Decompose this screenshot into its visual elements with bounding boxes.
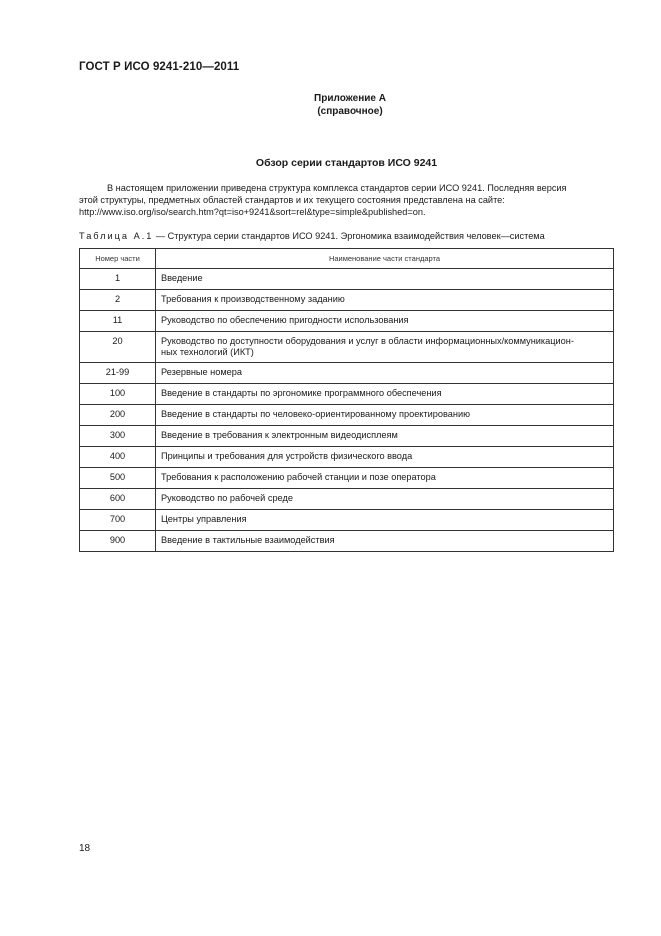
part-number: 500 <box>80 468 156 489</box>
standards-table <box>79 248 614 552</box>
part-number: 20 <box>80 332 156 363</box>
intro-url: http://www.iso.org/iso/search.htm?qt=iso+9241&sort=rel&type=simple&published=on. <box>79 207 426 217</box>
table-row <box>80 489 614 510</box>
table-row <box>80 269 614 290</box>
table-caption-text: — Структура серии стандартов ИСО 9241. Эргономика взаимодействия человек—система <box>153 231 545 241</box>
page-number: 18 <box>79 843 91 854</box>
table-row <box>80 332 614 363</box>
table-row <box>80 426 614 447</box>
part-name <box>156 332 614 363</box>
table-row <box>80 405 614 426</box>
table-caption <box>79 231 545 241</box>
table-row <box>80 384 614 405</box>
part-name: Требования к расположению рабочей станции и позе оператора <box>156 468 614 489</box>
table-row <box>80 447 614 468</box>
intro-line-1: В настоящем приложении приведена структура комплекса стандартов серии ИСО 9241. Последняя версия <box>107 183 567 193</box>
part-number: 100 <box>80 384 156 405</box>
column-header-part-number: Номер части <box>80 249 156 269</box>
table-row <box>80 468 614 489</box>
part-number: 900 <box>80 531 156 552</box>
part-name: Введение в стандарты по эргономике программного обеспечения <box>156 384 614 405</box>
part-name: Введение <box>156 269 614 290</box>
part-name: Руководство по обеспечению пригодности использования <box>156 311 614 332</box>
section-title: Обзор серии стандартов ИСО 9241 <box>255 157 438 169</box>
part-name: Введение в тактильные взаимодействия <box>156 531 614 552</box>
part-number: 21-99 <box>80 363 156 384</box>
part-name: Введение в требования к электронным видеодисплеям <box>156 426 614 447</box>
table-row <box>80 531 614 552</box>
part-name: Введение в стандарты по человеко-ориентированному проектированию <box>156 405 614 426</box>
part-name-line-1: Руководство по доступности оборудования и услуг в области информационных/коммуникацион- <box>161 336 574 346</box>
part-number: 11 <box>80 311 156 332</box>
part-number: 1 <box>80 269 156 290</box>
table-caption-prefix: Таблица А.1 <box>79 231 154 241</box>
table-row <box>80 510 614 531</box>
table-row <box>80 311 614 332</box>
part-name: Руководство по рабочей среде <box>156 489 614 510</box>
part-number: 200 <box>80 405 156 426</box>
table-row <box>80 290 614 311</box>
part-number: 300 <box>80 426 156 447</box>
part-number: 600 <box>80 489 156 510</box>
part-name: Принципы и требования для устройств физического ввода <box>156 447 614 468</box>
intro-line-2: этой структуры, предметных областей стандартов и их текущего состояния представлена на сайте: <box>79 195 505 205</box>
part-number: 700 <box>80 510 156 531</box>
appendix-subtitle: (справочное) <box>317 106 383 117</box>
table-header-row <box>80 249 614 269</box>
column-header-part-name: Наименование части стандарта <box>156 249 614 269</box>
document-code: ГОСТ Р ИСО 9241-210—2011 <box>79 61 240 73</box>
appendix-title: Приложение А <box>314 93 386 104</box>
part-name-line-2: ных технологий (ИКТ) <box>161 347 254 357</box>
table-row <box>80 363 614 384</box>
part-name: Требования к производственному заданию <box>156 290 614 311</box>
part-name: Центры управления <box>156 510 614 531</box>
intro-paragraph <box>79 182 616 218</box>
part-number: 400 <box>80 447 156 468</box>
part-name: Резервные номера <box>156 363 614 384</box>
part-number: 2 <box>80 290 156 311</box>
